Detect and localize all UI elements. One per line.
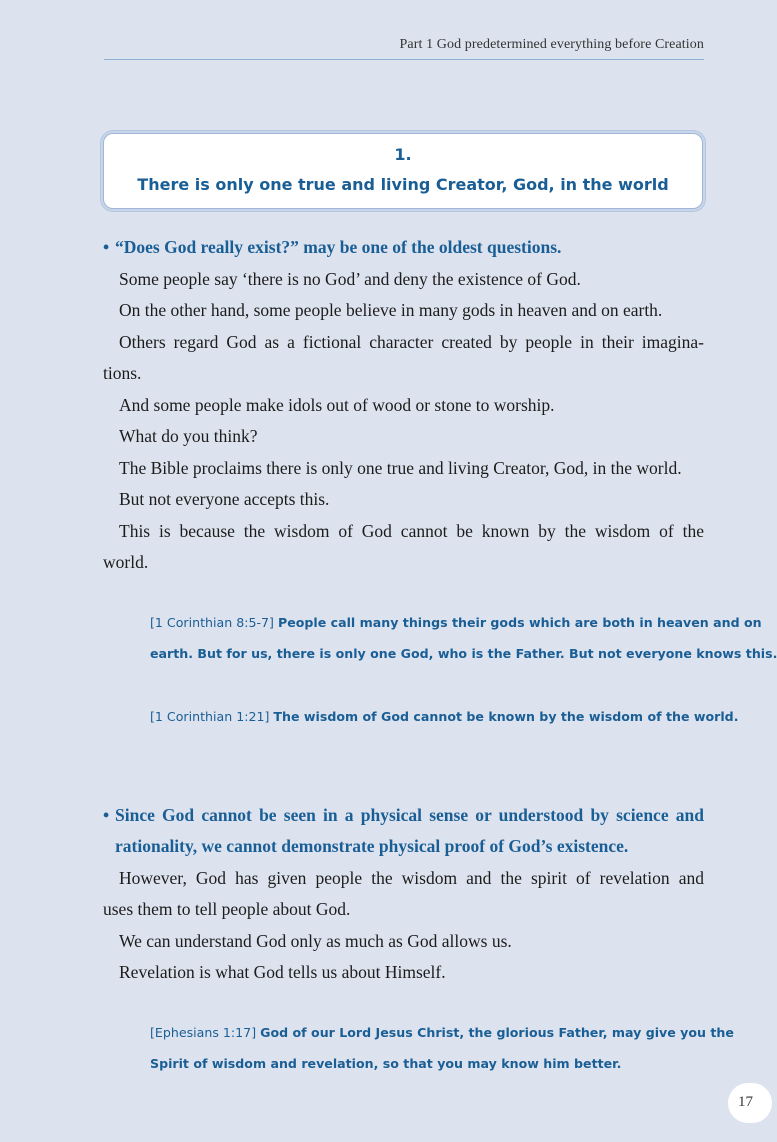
body-line: uses them to tell people about God.	[103, 899, 351, 919]
body-line: However, God has given people the wisdom and the spirit of revelation and	[119, 868, 704, 888]
body-line: Others regard God as a fictional character created by people in their imagina-	[119, 332, 704, 352]
body-line: Some people say ‘there is no God’ and deny the existence of God.	[119, 269, 581, 289]
section1-heading	[103, 237, 704, 257]
verse-text: The wisdom of God cannot be known by the wisdom of the world.	[273, 709, 739, 724]
body-line: The Bible proclaims there is only one true and living Creator, God, in the world.	[119, 458, 682, 478]
body-line: world.	[103, 552, 149, 572]
header-rule	[104, 59, 704, 60]
bullet-icon: •	[103, 237, 110, 257]
verse-reference: [Ephesians 1:17]	[150, 1025, 257, 1040]
verse-quote	[150, 708, 739, 726]
chapter-number: 1.	[394, 145, 412, 164]
verse-quote-continued	[150, 645, 777, 663]
verse-quote-continued	[150, 1055, 705, 1073]
body-line: Revelation is what God tells us about Himself.	[119, 962, 446, 982]
body-line: And some people make idols out of wood or stone to worship.	[119, 395, 555, 415]
verse-text: People call many things their gods which are both in heaven and on	[277, 615, 762, 630]
verse-quote	[150, 1024, 734, 1042]
verse-quote	[150, 614, 762, 632]
page-number: 17	[738, 1094, 753, 1110]
verse-text: God of our Lord Jesus Christ, the glorious Father, may give you the	[260, 1025, 734, 1040]
verse-reference: [1 Corinthian 8:5-7]	[150, 615, 274, 630]
body-line: This is because the wisdom of God cannot be known by the wisdom of the	[119, 521, 704, 541]
verse-text: Spirit of wisdom and revelation, so that you may know him better.	[150, 1056, 622, 1071]
section2-heading-continued: rationality, we cannot demonstrate physical proof of God’s existence.	[115, 836, 629, 856]
section1-heading-text: “Does God really exist?” may be one of the oldest questions.	[115, 237, 562, 257]
body-line: What do you think?	[119, 426, 258, 446]
bullet-icon: •	[103, 805, 110, 825]
section2-heading-text: Since God cannot be seen in a physical sense or understood by science and	[115, 805, 704, 825]
body-line: On the other hand, some people believe in many gods in heaven and on earth.	[119, 300, 663, 320]
body-line: We can understand God only as much as God allows us.	[119, 931, 512, 951]
verse-text: earth. But for us, there is only one God, who is the Father. But not everyone knows this.	[150, 646, 777, 661]
running-head: Part 1 God predetermined everything before Creation	[399, 37, 704, 52]
verse-reference: [1 Corinthian 1:21]	[150, 709, 270, 724]
chapter-title-box	[103, 133, 703, 209]
section2-heading	[103, 805, 704, 825]
chapter-title: There is only one true and living Creator, God, in the world	[137, 175, 669, 194]
body-line: But not everyone accepts this.	[119, 489, 330, 509]
body-line: tions.	[103, 363, 142, 383]
